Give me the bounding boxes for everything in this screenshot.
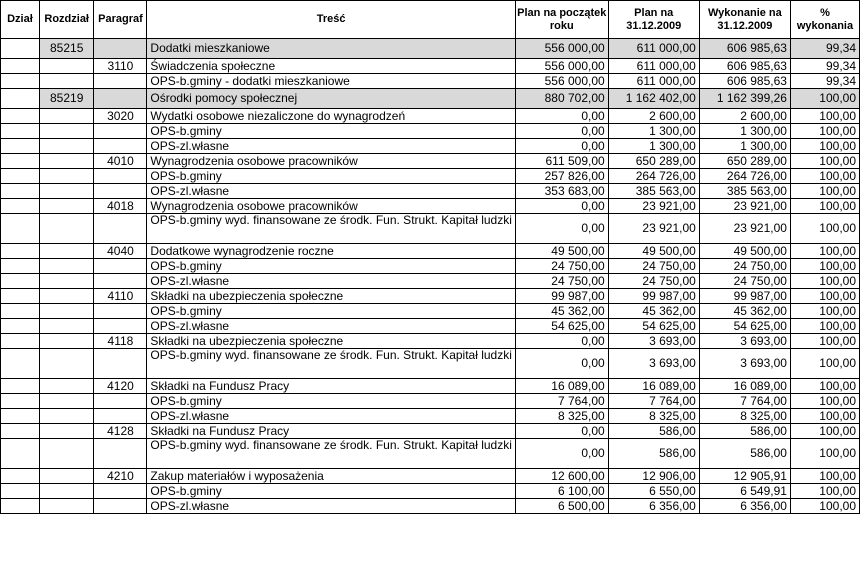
table-row xyxy=(1,334,860,349)
cell-plan-poczatek: 0,00 xyxy=(515,439,608,469)
cell-paragraf xyxy=(94,274,147,289)
cell-rozdzial xyxy=(39,214,94,244)
cell-plan-poczatek: 0,00 xyxy=(515,199,608,214)
cell-plan-poczatek: 556 000,00 xyxy=(515,59,608,74)
cell-procent: 100,00 xyxy=(790,244,859,259)
cell-plan-poczatek: 6 500,00 xyxy=(515,499,608,514)
cell-rozdzial xyxy=(39,244,94,259)
cell-wykonanie: 99 987,00 xyxy=(699,289,790,304)
cell-rozdzial xyxy=(39,424,94,439)
table-row xyxy=(1,139,860,154)
cell-dzial xyxy=(1,199,40,214)
cell-rozdzial xyxy=(39,334,94,349)
table-row xyxy=(1,214,860,244)
cell-procent: 100,00 xyxy=(790,259,859,274)
cell-paragraf: 4018 xyxy=(94,199,147,214)
cell-rozdzial xyxy=(39,469,94,484)
cell-plan-31-12: 3 693,00 xyxy=(608,334,699,349)
cell-wykonanie: 586,00 xyxy=(699,424,790,439)
cell-plan-31-12: 99 987,00 xyxy=(608,289,699,304)
cell-plan-poczatek: 556 000,00 xyxy=(515,74,608,89)
cell-dzial xyxy=(1,154,40,169)
cell-plan-31-12: 385 563,00 xyxy=(608,184,699,199)
cell-plan-poczatek: 0,00 xyxy=(515,424,608,439)
cell-procent: 100,00 xyxy=(790,394,859,409)
table-row xyxy=(1,409,860,424)
cell-tresc: Dodatki mieszkaniowe xyxy=(147,39,516,59)
cell-dzial xyxy=(1,89,40,109)
cell-paragraf: 4210 xyxy=(94,469,147,484)
header-paragraf: Paragraf xyxy=(94,1,147,39)
cell-plan-poczatek: 880 702,00 xyxy=(515,89,608,109)
cell-tresc: OPS-b.gminy wyd. finansowane ze środk. Fun. Strukt. Kapitał ludzki xyxy=(147,439,516,469)
cell-plan-poczatek: 353 683,00 xyxy=(515,184,608,199)
cell-rozdzial: 85219 xyxy=(39,89,94,109)
cell-plan-poczatek: 611 509,00 xyxy=(515,154,608,169)
cell-dzial xyxy=(1,59,40,74)
cell-wykonanie: 6 549,91 xyxy=(699,484,790,499)
cell-tresc: OPS-zl.własne xyxy=(147,184,516,199)
cell-plan-poczatek: 257 826,00 xyxy=(515,169,608,184)
cell-dzial xyxy=(1,124,40,139)
cell-wykonanie: 3 693,00 xyxy=(699,349,790,379)
cell-procent: 100,00 xyxy=(790,154,859,169)
cell-wykonanie: 264 726,00 xyxy=(699,169,790,184)
cell-dzial xyxy=(1,184,40,199)
cell-tresc: OPS-zl.własne xyxy=(147,409,516,424)
cell-procent: 100,00 xyxy=(790,109,859,124)
cell-wykonanie: 8 325,00 xyxy=(699,409,790,424)
cell-procent: 100,00 xyxy=(790,199,859,214)
cell-dzial xyxy=(1,349,40,379)
cell-plan-poczatek: 7 764,00 xyxy=(515,394,608,409)
table-row xyxy=(1,109,860,124)
cell-rozdzial xyxy=(39,484,94,499)
cell-procent: 100,00 xyxy=(790,349,859,379)
cell-tresc: Składki na Fundusz Pracy xyxy=(147,379,516,394)
cell-plan-31-12: 6 356,00 xyxy=(608,499,699,514)
cell-plan-31-12: 3 693,00 xyxy=(608,349,699,379)
cell-plan-poczatek: 99 987,00 xyxy=(515,289,608,304)
header-plan-31-12: Plan na 31.12.2009 xyxy=(608,1,699,39)
cell-procent: 100,00 xyxy=(790,184,859,199)
table-row xyxy=(1,39,860,59)
cell-wykonanie: 16 089,00 xyxy=(699,379,790,394)
table-row xyxy=(1,89,860,109)
cell-wykonanie: 385 563,00 xyxy=(699,184,790,199)
cell-plan-poczatek: 24 750,00 xyxy=(515,274,608,289)
cell-plan-poczatek: 16 089,00 xyxy=(515,379,608,394)
cell-tresc: OPS-b.gminy xyxy=(147,484,516,499)
cell-plan-poczatek: 54 625,00 xyxy=(515,319,608,334)
cell-plan-31-12: 611 000,00 xyxy=(608,59,699,74)
table-row xyxy=(1,319,860,334)
cell-rozdzial xyxy=(39,274,94,289)
cell-paragraf: 4110 xyxy=(94,289,147,304)
cell-plan-31-12: 1 300,00 xyxy=(608,139,699,154)
table-row xyxy=(1,259,860,274)
cell-paragraf: 4010 xyxy=(94,154,147,169)
table-row xyxy=(1,154,860,169)
cell-plan-31-12: 12 906,00 xyxy=(608,469,699,484)
cell-procent: 100,00 xyxy=(790,409,859,424)
cell-paragraf xyxy=(94,439,147,469)
table-row xyxy=(1,469,860,484)
cell-rozdzial xyxy=(39,139,94,154)
cell-paragraf xyxy=(94,484,147,499)
cell-dzial xyxy=(1,319,40,334)
cell-plan-poczatek: 0,00 xyxy=(515,124,608,139)
cell-wykonanie: 1 300,00 xyxy=(699,124,790,139)
table-row xyxy=(1,424,860,439)
cell-wykonanie: 1 162 399,26 xyxy=(699,89,790,109)
cell-rozdzial xyxy=(39,169,94,184)
cell-procent: 100,00 xyxy=(790,499,859,514)
cell-rozdzial xyxy=(39,304,94,319)
cell-plan-poczatek: 49 500,00 xyxy=(515,244,608,259)
table-row xyxy=(1,59,860,74)
cell-paragraf xyxy=(94,89,147,109)
cell-paragraf: 3110 xyxy=(94,59,147,74)
cell-tresc: OPS-b.gminy wyd. finansowane ze środk. Fun. Strukt. Kapitał ludzki xyxy=(147,349,516,379)
cell-plan-31-12: 611 000,00 xyxy=(608,39,699,59)
cell-procent: 100,00 xyxy=(790,334,859,349)
cell-plan-poczatek: 0,00 xyxy=(515,214,608,244)
table-row xyxy=(1,74,860,89)
cell-procent: 100,00 xyxy=(790,274,859,289)
cell-paragraf xyxy=(94,304,147,319)
cell-tresc: Zakup materiałów i wyposażenia xyxy=(147,469,516,484)
cell-plan-31-12: 23 921,00 xyxy=(608,214,699,244)
cell-plan-poczatek: 8 325,00 xyxy=(515,409,608,424)
cell-wykonanie: 606 985,63 xyxy=(699,39,790,59)
cell-procent: 100,00 xyxy=(790,169,859,184)
cell-procent: 100,00 xyxy=(790,124,859,139)
cell-procent: 100,00 xyxy=(790,304,859,319)
cell-procent: 99,34 xyxy=(790,59,859,74)
header-wykonanie: Wykonanie na 31.12.2009 xyxy=(699,1,790,39)
cell-rozdzial xyxy=(39,154,94,169)
cell-dzial xyxy=(1,39,40,59)
header-procent: % wykonania xyxy=(790,1,859,39)
cell-plan-poczatek: 556 000,00 xyxy=(515,39,608,59)
cell-paragraf xyxy=(94,409,147,424)
cell-paragraf xyxy=(94,124,147,139)
table-row xyxy=(1,349,860,379)
cell-rozdzial xyxy=(39,199,94,214)
cell-plan-31-12: 54 625,00 xyxy=(608,319,699,334)
cell-paragraf: 4128 xyxy=(94,424,147,439)
cell-wykonanie: 23 921,00 xyxy=(699,199,790,214)
cell-dzial xyxy=(1,484,40,499)
cell-tresc: OPS-zl.własne xyxy=(147,319,516,334)
cell-plan-31-12: 611 000,00 xyxy=(608,74,699,89)
cell-paragraf xyxy=(94,349,147,379)
cell-tresc: Wynagrodzenia osobowe pracowników xyxy=(147,154,516,169)
cell-dzial xyxy=(1,409,40,424)
cell-wykonanie: 7 764,00 xyxy=(699,394,790,409)
table-row xyxy=(1,124,860,139)
cell-plan-31-12: 24 750,00 xyxy=(608,274,699,289)
cell-wykonanie: 2 600,00 xyxy=(699,109,790,124)
cell-wykonanie: 45 362,00 xyxy=(699,304,790,319)
cell-tresc: OPS-b.gminy xyxy=(147,169,516,184)
cell-paragraf xyxy=(94,169,147,184)
cell-dzial xyxy=(1,169,40,184)
cell-tresc: Wydatki osobowe niezaliczone do wynagrodzeń xyxy=(147,109,516,124)
cell-procent: 100,00 xyxy=(790,439,859,469)
table-row xyxy=(1,169,860,184)
cell-rozdzial xyxy=(39,394,94,409)
cell-procent: 99,34 xyxy=(790,39,859,59)
cell-procent: 100,00 xyxy=(790,469,859,484)
cell-plan-poczatek: 0,00 xyxy=(515,109,608,124)
table-body xyxy=(1,39,860,514)
cell-plan-poczatek: 12 600,00 xyxy=(515,469,608,484)
header-tresc: Treść xyxy=(147,1,516,39)
table-row xyxy=(1,274,860,289)
cell-procent: 100,00 xyxy=(790,484,859,499)
cell-tresc: Świadczenia społeczne xyxy=(147,59,516,74)
cell-tresc: OPS-zl.własne xyxy=(147,274,516,289)
cell-wykonanie: 606 985,63 xyxy=(699,59,790,74)
table-row xyxy=(1,199,860,214)
cell-wykonanie: 650 289,00 xyxy=(699,154,790,169)
cell-rozdzial xyxy=(39,124,94,139)
cell-rozdzial xyxy=(39,59,94,74)
cell-tresc: Ośrodki pomocy społecznej xyxy=(147,89,516,109)
cell-tresc: OPS-b.gminy xyxy=(147,124,516,139)
cell-procent: 100,00 xyxy=(790,319,859,334)
cell-rozdzial xyxy=(39,439,94,469)
cell-plan-31-12: 1 300,00 xyxy=(608,124,699,139)
cell-rozdzial xyxy=(39,74,94,89)
cell-procent: 100,00 xyxy=(790,289,859,304)
cell-plan-31-12: 2 600,00 xyxy=(608,109,699,124)
cell-plan-31-12: 1 162 402,00 xyxy=(608,89,699,109)
cell-dzial xyxy=(1,214,40,244)
cell-paragraf: 4040 xyxy=(94,244,147,259)
cell-plan-31-12: 650 289,00 xyxy=(608,154,699,169)
cell-tresc: OPS-b.gminy xyxy=(147,394,516,409)
cell-rozdzial xyxy=(39,349,94,379)
table-row xyxy=(1,304,860,319)
cell-paragraf: 3020 xyxy=(94,109,147,124)
cell-wykonanie: 3 693,00 xyxy=(699,334,790,349)
cell-dzial xyxy=(1,469,40,484)
cell-paragraf xyxy=(94,139,147,154)
cell-plan-poczatek: 6 100,00 xyxy=(515,484,608,499)
cell-dzial xyxy=(1,259,40,274)
cell-plan-31-12: 49 500,00 xyxy=(608,244,699,259)
cell-plan-31-12: 7 764,00 xyxy=(608,394,699,409)
cell-dzial xyxy=(1,424,40,439)
cell-tresc: Składki na ubezpieczenia społeczne xyxy=(147,289,516,304)
cell-dzial xyxy=(1,304,40,319)
cell-paragraf: 4120 xyxy=(94,379,147,394)
cell-dzial xyxy=(1,244,40,259)
table-row xyxy=(1,394,860,409)
cell-rozdzial xyxy=(39,184,94,199)
cell-rozdzial xyxy=(39,379,94,394)
cell-dzial xyxy=(1,274,40,289)
cell-wykonanie: 54 625,00 xyxy=(699,319,790,334)
cell-tresc: OPS-zl.własne xyxy=(147,499,516,514)
cell-wykonanie: 6 356,00 xyxy=(699,499,790,514)
table-row xyxy=(1,484,860,499)
cell-procent: 100,00 xyxy=(790,214,859,244)
cell-plan-31-12: 24 750,00 xyxy=(608,259,699,274)
cell-dzial xyxy=(1,334,40,349)
cell-procent: 100,00 xyxy=(790,379,859,394)
table-row xyxy=(1,289,860,304)
cell-paragraf xyxy=(94,184,147,199)
cell-rozdzial xyxy=(39,319,94,334)
cell-paragraf xyxy=(94,74,147,89)
table-row xyxy=(1,244,860,259)
cell-procent: 100,00 xyxy=(790,139,859,154)
cell-dzial xyxy=(1,74,40,89)
cell-dzial xyxy=(1,139,40,154)
cell-procent: 99,34 xyxy=(790,74,859,89)
cell-tresc: Dodatkowe wynagrodzenie roczne xyxy=(147,244,516,259)
cell-plan-31-12: 8 325,00 xyxy=(608,409,699,424)
cell-wykonanie: 606 985,63 xyxy=(699,74,790,89)
cell-dzial xyxy=(1,289,40,304)
cell-wykonanie: 12 905,91 xyxy=(699,469,790,484)
cell-plan-31-12: 6 550,00 xyxy=(608,484,699,499)
cell-dzial xyxy=(1,109,40,124)
cell-plan-poczatek: 0,00 xyxy=(515,334,608,349)
cell-tresc: OPS-zl.własne xyxy=(147,139,516,154)
table-row xyxy=(1,379,860,394)
cell-paragraf xyxy=(94,499,147,514)
cell-dzial xyxy=(1,499,40,514)
cell-plan-31-12: 586,00 xyxy=(608,424,699,439)
cell-dzial xyxy=(1,379,40,394)
cell-rozdzial: 85215 xyxy=(39,39,94,59)
cell-wykonanie: 24 750,00 xyxy=(699,259,790,274)
cell-tresc: OPS-b.gminy xyxy=(147,259,516,274)
cell-wykonanie: 1 300,00 xyxy=(699,139,790,154)
cell-plan-poczatek: 0,00 xyxy=(515,349,608,379)
cell-wykonanie: 586,00 xyxy=(699,439,790,469)
header-dzial: Dział xyxy=(1,1,40,39)
cell-wykonanie: 49 500,00 xyxy=(699,244,790,259)
cell-wykonanie: 24 750,00 xyxy=(699,274,790,289)
cell-tresc: Wynagrodzenia osobowe pracowników xyxy=(147,199,516,214)
cell-plan-31-12: 586,00 xyxy=(608,439,699,469)
cell-dzial xyxy=(1,394,40,409)
cell-paragraf xyxy=(94,259,147,274)
cell-plan-31-12: 16 089,00 xyxy=(608,379,699,394)
cell-rozdzial xyxy=(39,409,94,424)
cell-dzial xyxy=(1,439,40,469)
cell-wykonanie: 23 921,00 xyxy=(699,214,790,244)
cell-plan-poczatek: 45 362,00 xyxy=(515,304,608,319)
cell-plan-31-12: 45 362,00 xyxy=(608,304,699,319)
cell-procent: 100,00 xyxy=(790,89,859,109)
cell-tresc: OPS-b.gminy - dodatki mieszkaniowe xyxy=(147,74,516,89)
cell-plan-31-12: 23 921,00 xyxy=(608,199,699,214)
cell-procent: 100,00 xyxy=(790,424,859,439)
cell-paragraf: 4118 xyxy=(94,334,147,349)
header-row xyxy=(1,1,860,39)
cell-rozdzial xyxy=(39,259,94,274)
cell-tresc: OPS-b.gminy wyd. finansowane ze środk. Fun. Strukt. Kapitał ludzki xyxy=(147,214,516,244)
table-row xyxy=(1,439,860,469)
cell-tresc: OPS-b.gminy xyxy=(147,304,516,319)
header-plan-poczatek: Plan na początek roku xyxy=(515,1,608,39)
header-rozdzial: Rozdział xyxy=(39,1,94,39)
cell-paragraf xyxy=(94,39,147,59)
cell-paragraf xyxy=(94,319,147,334)
cell-paragraf xyxy=(94,394,147,409)
cell-rozdzial xyxy=(39,289,94,304)
cell-plan-poczatek: 0,00 xyxy=(515,139,608,154)
table-row xyxy=(1,184,860,199)
cell-tresc: Składki na ubezpieczenia społeczne xyxy=(147,334,516,349)
cell-rozdzial xyxy=(39,499,94,514)
cell-plan-poczatek: 24 750,00 xyxy=(515,259,608,274)
table-row xyxy=(1,499,860,514)
cell-paragraf xyxy=(94,214,147,244)
cell-rozdzial xyxy=(39,109,94,124)
cell-plan-31-12: 264 726,00 xyxy=(608,169,699,184)
cell-tresc: Składki na Fundusz Pracy xyxy=(147,424,516,439)
